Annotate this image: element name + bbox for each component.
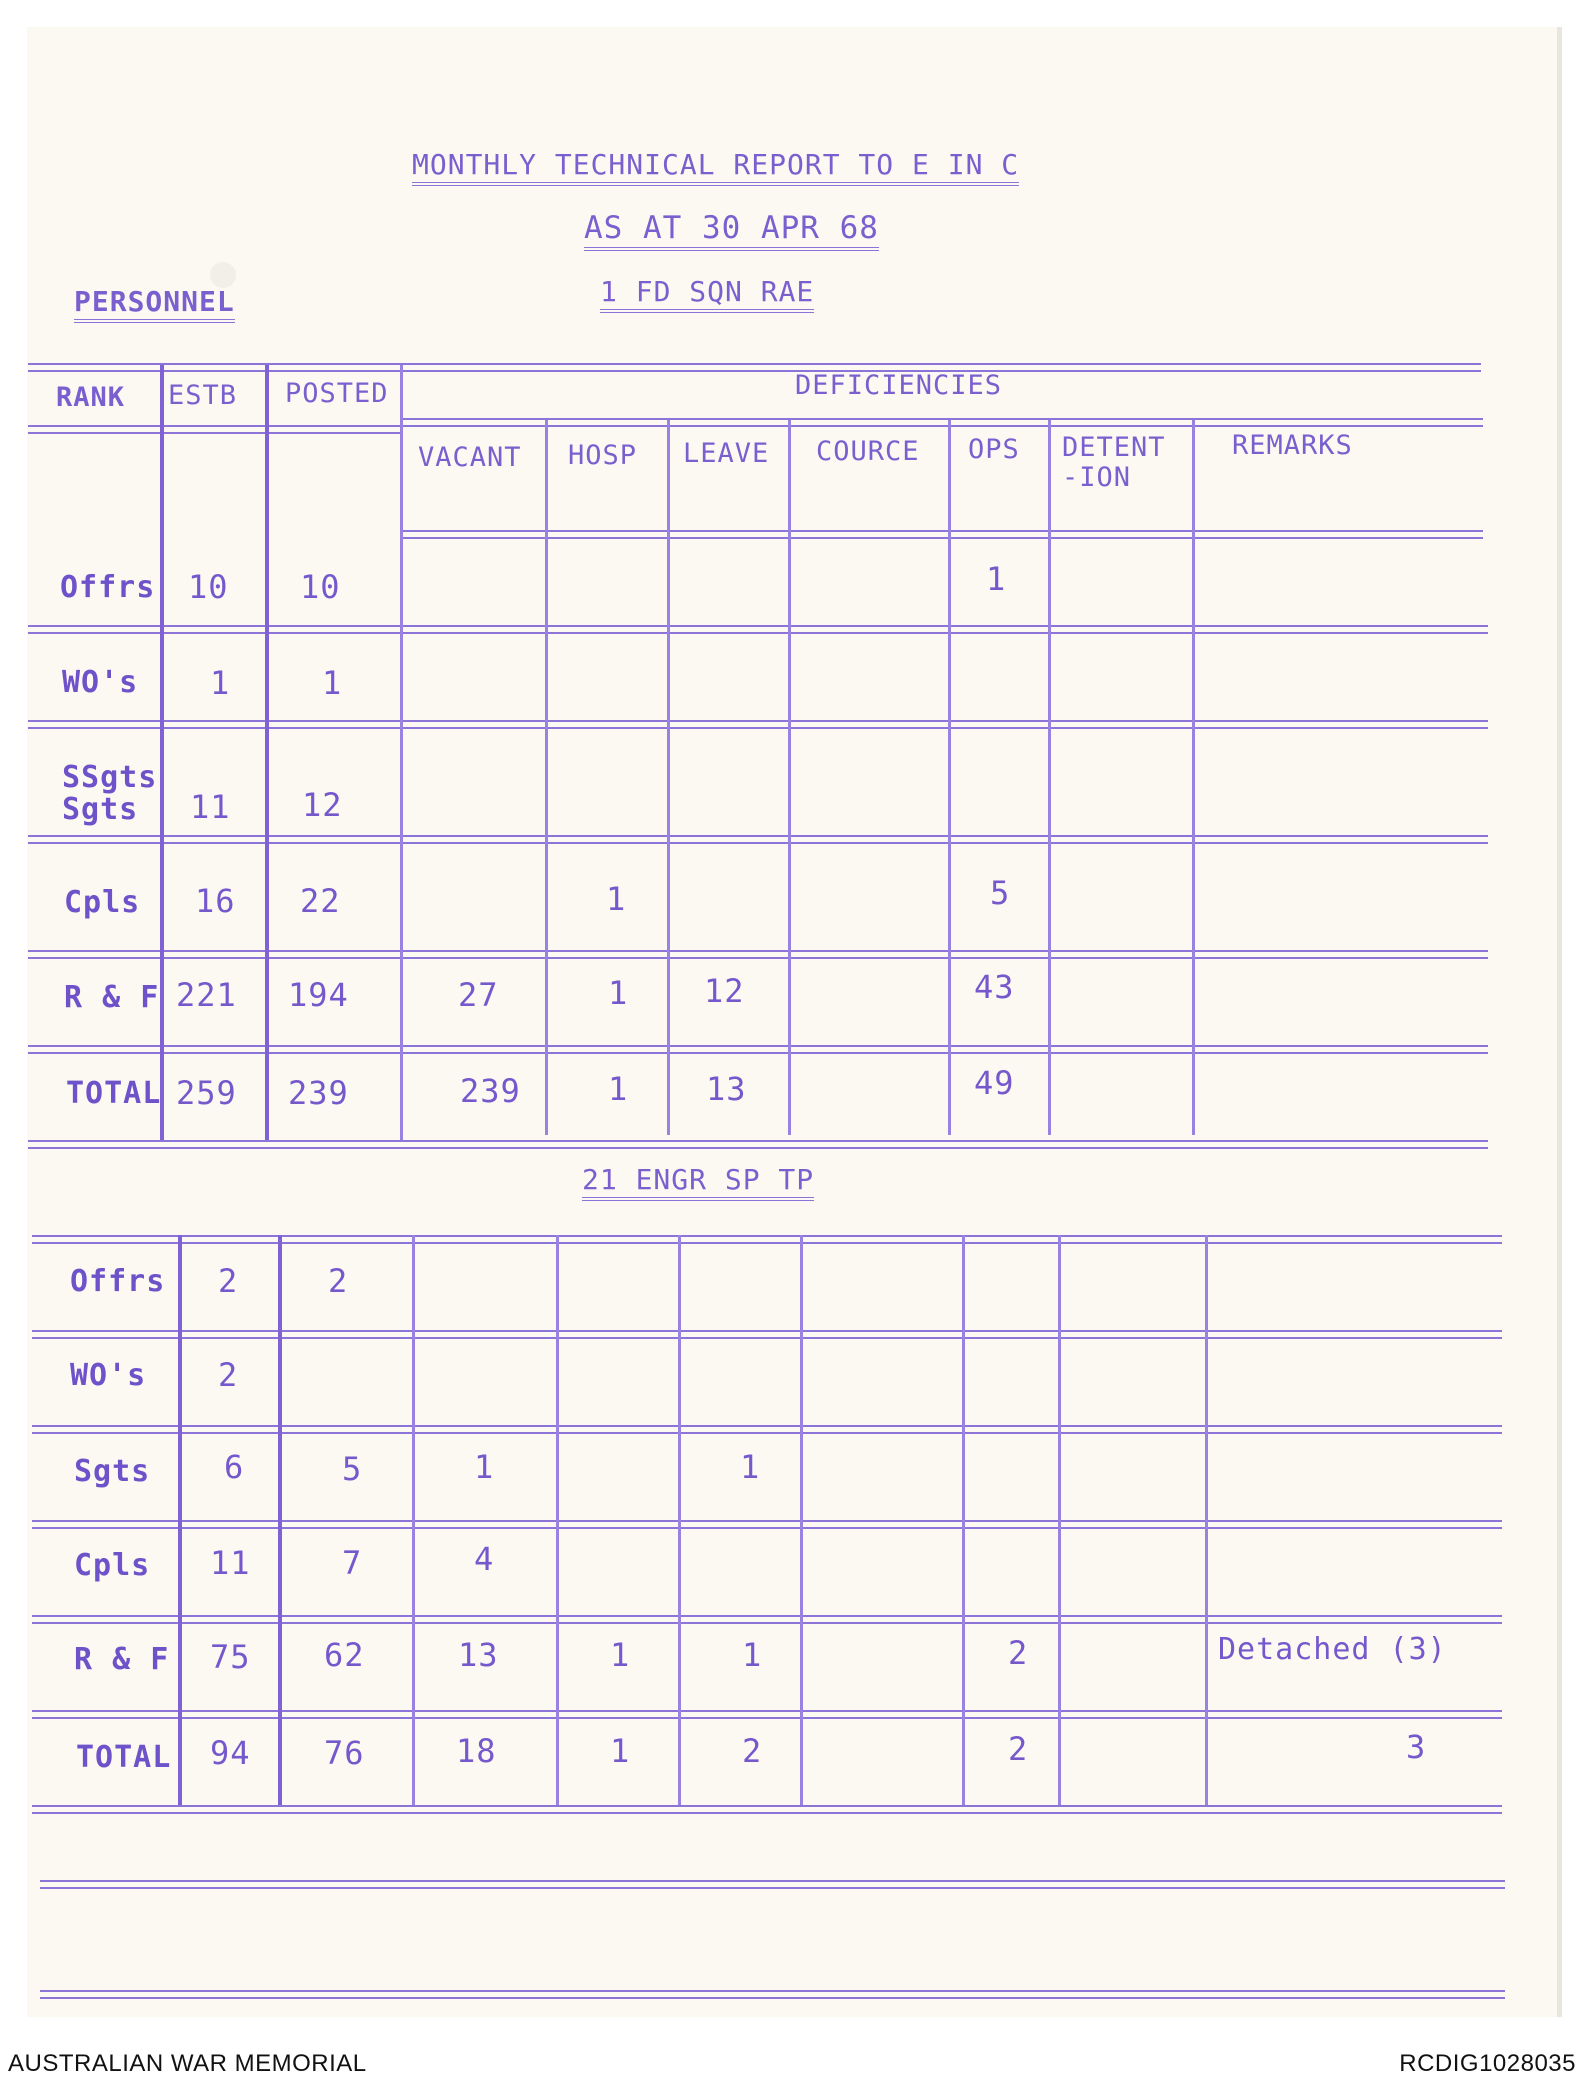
unit2-leave-total: 2 [742,1732,763,1770]
unit1-leave-total: 13 [706,1070,747,1108]
footer-institution: AUSTRALIAN WAR MEMORIAL [8,2050,367,2077]
unit2-title: 21 ENGR SP TP [582,1163,814,1201]
unit1-hosp-total: 1 [608,1070,629,1108]
unit2-posted-cpls: 7 [342,1544,363,1582]
grid-column-rule [412,1235,415,1805]
grid-rule [28,950,1488,959]
unit1-ops-rf: 43 [974,968,1015,1006]
unit2-vacant-total: 18 [456,1732,497,1770]
unit2-rank-offrs: Offrs [70,1264,166,1299]
unit2-estb-rf: 75 [210,1638,251,1676]
unit2-rank-cpls: Cpls [74,1548,151,1583]
header-remarks: REMARKS [1232,430,1353,461]
unit2-vacant-rf: 13 [458,1636,499,1674]
unit2-remarks-total: 3 [1406,1728,1427,1766]
unit2-rank-wos: WO's [70,1358,147,1393]
unit1-vacant-total: 239 [460,1072,521,1110]
unit2-rank-rf: R & F [74,1642,170,1677]
unit2-vacant-cpls: 4 [474,1540,495,1578]
unit1-ops-cpls: 5 [990,874,1011,912]
grid-rule [400,530,1483,539]
unit1-vacant-rf: 27 [458,976,499,1014]
grid-column-rule [278,1235,282,1805]
grid-column-rule [1205,1235,1208,1805]
grid-column-rule [962,1235,965,1805]
grid-column-rule [1048,420,1051,1135]
unit2-ops-total: 2 [1008,1730,1029,1768]
unit1-ops-total: 49 [974,1064,1015,1102]
unit1-posted-offrs: 10 [300,568,341,606]
unit1-posted-rf: 194 [288,976,349,1014]
header-hosp: HOSP [568,440,638,471]
grid-column-rule [667,420,670,1135]
unit1-posted-total: 239 [288,1074,349,1112]
footer-identifier: RCDIG1028035 [1399,2050,1576,2077]
grid-column-rule [678,1235,681,1805]
unit2-hosp-total: 1 [610,1732,631,1770]
unit1-estb-offrs: 10 [188,568,229,606]
grid-rule [32,1520,1502,1529]
unit1-title: 1 FD SQN RAE [600,275,814,313]
unit2-estb-cpls: 11 [210,1544,251,1582]
unit1-posted-cpls: 22 [300,882,341,920]
grid-rule [32,1330,1502,1339]
unit1-rank-sgts: Sgts [62,792,139,827]
header-ops: OPS [968,434,1020,465]
unit1-rank-ssgts: SSgts [62,760,158,795]
unit2-leave-rf: 1 [742,1636,763,1674]
grid-column-rule [265,365,269,1140]
unit2-rank-total: TOTAL [76,1740,172,1775]
header-rank: RANK [56,382,126,413]
report-date: AS AT 30 APR 68 [584,210,879,251]
grid-column-rule [160,365,164,1140]
grid-rule [32,1805,1502,1814]
unit1-estb-sgts: 11 [190,788,231,826]
grid-rule [32,1425,1502,1434]
unit1-rank-offrs: Offrs [60,570,156,605]
unit1-hosp-cpls: 1 [606,880,627,918]
unit2-remarks-rf: Detached (3) [1218,1632,1447,1667]
grid-rule [28,625,1488,634]
grid-rule [28,1140,1488,1149]
unit1-posted-sgts: 12 [302,786,343,824]
header-vacant: VACANT [418,442,522,473]
unit2-estb-wos: 2 [218,1356,239,1394]
grid-rule [40,1880,1505,1889]
unit1-rank-total: TOTAL [66,1076,162,1111]
grid-column-rule [1192,420,1195,1135]
unit2-posted-rf: 62 [324,1636,365,1674]
unit2-estb-offrs: 2 [218,1262,239,1300]
unit1-rank-rf: R & F [64,980,160,1015]
grid-column-rule [800,1235,803,1805]
unit2-rank-sgts: Sgts [74,1454,151,1489]
unit2-hosp-rf: 1 [610,1636,631,1674]
unit2-leave-sgts: 1 [740,1448,761,1486]
grid-rule [32,1710,1502,1719]
grid-column-rule [400,365,403,1140]
unit2-estb-sgts: 6 [224,1448,245,1486]
unit1-leave-rf: 12 [704,972,745,1010]
header-leave: LEAVE [683,438,770,469]
unit1-estb-total: 259 [176,1074,237,1112]
section-label: PERSONNEL [74,285,235,323]
grid-rule [28,835,1488,844]
unit2-posted-offrs: 2 [328,1262,349,1300]
unit1-estb-cpls: 16 [195,882,236,920]
header-detention-line2: -ION [1062,462,1132,493]
header-deficiencies: DEFICIENCIES [795,370,1003,401]
unit1-hosp-rf: 1 [608,974,629,1012]
header-detention-line1: DETENT [1062,432,1166,463]
grid-column-rule [545,420,548,1135]
grid-rule [32,1235,1502,1244]
unit2-posted-sgts: 5 [342,1450,363,1488]
header-posted: POSTED [285,378,389,409]
unit1-estb-rf: 221 [176,976,237,1014]
grid-column-rule [788,420,791,1135]
unit1-rank-wos: WO's [62,665,139,700]
grid-rule [28,363,1481,372]
header-estb: ESTB [168,380,238,411]
unit1-posted-wos: 1 [322,664,343,702]
unit2-ops-rf: 2 [1008,1634,1029,1672]
report-title: MONTHLY TECHNICAL REPORT TO E IN C [412,148,1019,186]
unit1-estb-wos: 1 [210,664,231,702]
grid-rule [28,1045,1488,1054]
grid-rule [32,1615,1502,1624]
grid-rule [28,425,401,434]
unit1-rank-cpls: Cpls [64,885,141,920]
grid-column-rule [556,1235,559,1805]
header-cource: COURCE [816,436,920,467]
grid-column-rule [1058,1235,1061,1805]
grid-column-rule [948,420,951,1135]
unit1-ops-offrs: 1 [986,560,1007,598]
grid-rule [28,720,1488,729]
grid-rule [400,418,1483,427]
grid-rule [40,1990,1505,1999]
unit2-estb-total: 94 [210,1734,251,1772]
unit2-posted-total: 76 [324,1734,365,1772]
unit2-vacant-sgts: 1 [474,1448,495,1486]
grid-column-rule [178,1235,182,1805]
